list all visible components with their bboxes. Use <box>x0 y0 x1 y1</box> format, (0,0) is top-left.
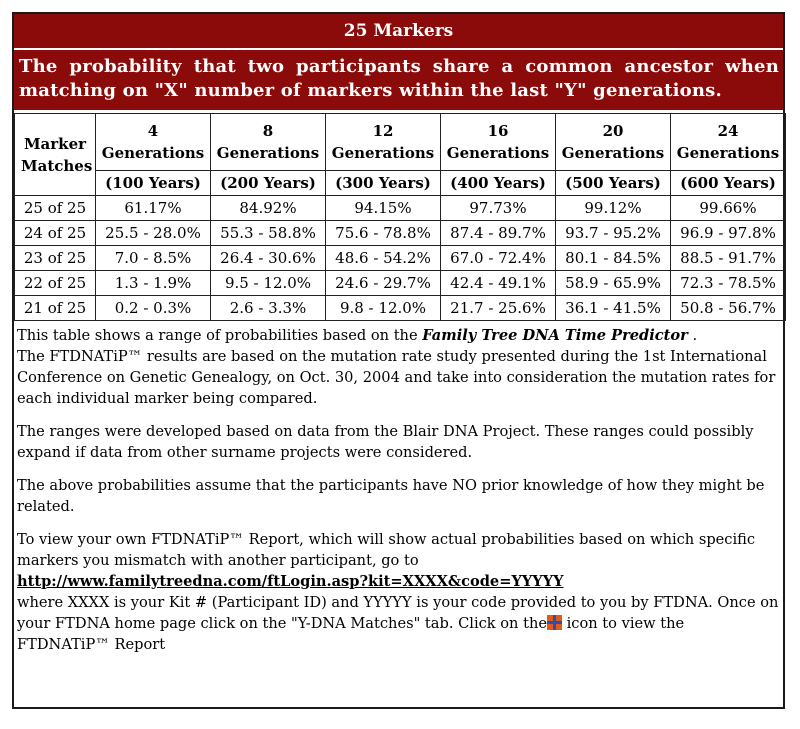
years-header: (300 Years) <box>326 171 441 196</box>
years-header: (200 Years) <box>211 171 326 196</box>
column-header: 16 Generations <box>441 114 556 171</box>
table-cell: 7.0 - 8.5% <box>96 246 211 271</box>
column-header: 8 Generations <box>211 114 326 171</box>
corner-header: Marker Matches <box>15 114 96 196</box>
info-panel <box>12 12 785 709</box>
table-cell: 97.73% <box>441 196 556 221</box>
table-cell: 96.9 - 97.8% <box>671 221 786 246</box>
note-assumption: The above probabilities assume that the participants have NO prior knowledge of how they might be related. <box>17 477 765 515</box>
table-cell: 99.12% <box>556 196 671 221</box>
column-header: 20 Generations <box>556 114 671 171</box>
table-cell: 94.15% <box>326 196 441 221</box>
panel-subtitle: The probability that two participants share a common ancestor when matching on "X" number of markers within the last "Y" generations. <box>14 50 783 110</box>
probability-table <box>14 113 786 321</box>
table-cell: 88.5 - 91.7% <box>671 246 786 271</box>
header-row <box>15 114 786 171</box>
years-header: (100 Years) <box>96 171 211 196</box>
note-ranges: The ranges were developed based on data from the Blair DNA Project. These ranges could possibly expand if data from other surname projects were considered. <box>17 423 754 461</box>
years-header: (600 Years) <box>671 171 786 196</box>
table-cell: 75.6 - 78.8% <box>326 221 441 246</box>
table-cell: 84.92% <box>211 196 326 221</box>
table-cell: 80.1 - 84.5% <box>556 246 671 271</box>
row-label: 23 of 25 <box>15 246 96 271</box>
table-row <box>15 246 786 271</box>
predictor-name: Family Tree DNA Time Predictor <box>422 327 688 344</box>
table-cell: 24.6 - 29.7% <box>326 271 441 296</box>
row-label: 25 of 25 <box>15 196 96 221</box>
table-row <box>15 271 786 296</box>
column-header: 12 Generations <box>326 114 441 171</box>
table-row <box>15 296 786 321</box>
description <box>14 321 783 655</box>
table-cell: 93.7 - 95.2% <box>556 221 671 246</box>
table-cell: 99.66% <box>671 196 786 221</box>
years-header: (500 Years) <box>556 171 671 196</box>
login-link[interactable]: http://www.familytreedna.com/ftLogin.asp?kit=XXXX&code=YYYYY <box>17 573 564 590</box>
row-label: 21 of 25 <box>15 296 96 321</box>
table-cell: 87.4 - 89.7% <box>441 221 556 246</box>
panel-title: 25 Markers <box>14 14 783 50</box>
table-row <box>15 196 786 221</box>
table-cell: 42.4 - 49.1% <box>441 271 556 296</box>
note-report: To view your own FTDNATiP™ Report, which will show actual probabilities based on which specific markers you mismatch with another participant, go to http://www.familytreedna.com/ftLogin.asp?kit=XXXX&code=YYYYY where XXXX is your Kit # (Participant ID) and YYYYY is your code provided to you by FTDNA. Once on your FTDNA home page click on the "Y-DNA Matches" tab. Click on the icon to view the FTDNATiP™ Report <box>17 531 779 653</box>
column-header: 4 Generations <box>96 114 211 171</box>
table-cell: 26.4 - 30.6% <box>211 246 326 271</box>
table-cell: 21.7 - 25.6% <box>441 296 556 321</box>
row-label: 24 of 25 <box>15 221 96 246</box>
table-cell: 55.3 - 58.8% <box>211 221 326 246</box>
table-cell: 61.17% <box>96 196 211 221</box>
table-cell: 50.8 - 56.7% <box>671 296 786 321</box>
table-cell: 2.6 - 3.3% <box>211 296 326 321</box>
years-row <box>15 171 786 196</box>
table-cell: 9.8 - 12.0% <box>326 296 441 321</box>
table-cell: 58.9 - 65.9% <box>556 271 671 296</box>
table-cell: 25.5 - 28.0% <box>96 221 211 246</box>
years-header: (400 Years) <box>441 171 556 196</box>
table-cell: 36.1 - 41.5% <box>556 296 671 321</box>
column-header: 24 Generations <box>671 114 786 171</box>
table-row <box>15 221 786 246</box>
note-intro: This table shows a range of probabilities based on the Family Tree DNA Time Predictor . <box>17 327 698 344</box>
row-label: 22 of 25 <box>15 271 96 296</box>
table-cell: 1.3 - 1.9% <box>96 271 211 296</box>
table-cell: 72.3 - 78.5% <box>671 271 786 296</box>
ftdna-tip-icon[interactable] <box>547 615 562 630</box>
note-method: The FTDNATiP™ results are based on the mutation rate study presented during the 1st International Conference on Genetic Genealogy, on Oct. 30, 2004 and take into consideration the mutation rates for each individual marker being compared. <box>17 348 776 407</box>
table-cell: 0.2 - 0.3% <box>96 296 211 321</box>
table-cell: 9.5 - 12.0% <box>211 271 326 296</box>
table-cell: 48.6 - 54.2% <box>326 246 441 271</box>
table-cell: 67.0 - 72.4% <box>441 246 556 271</box>
